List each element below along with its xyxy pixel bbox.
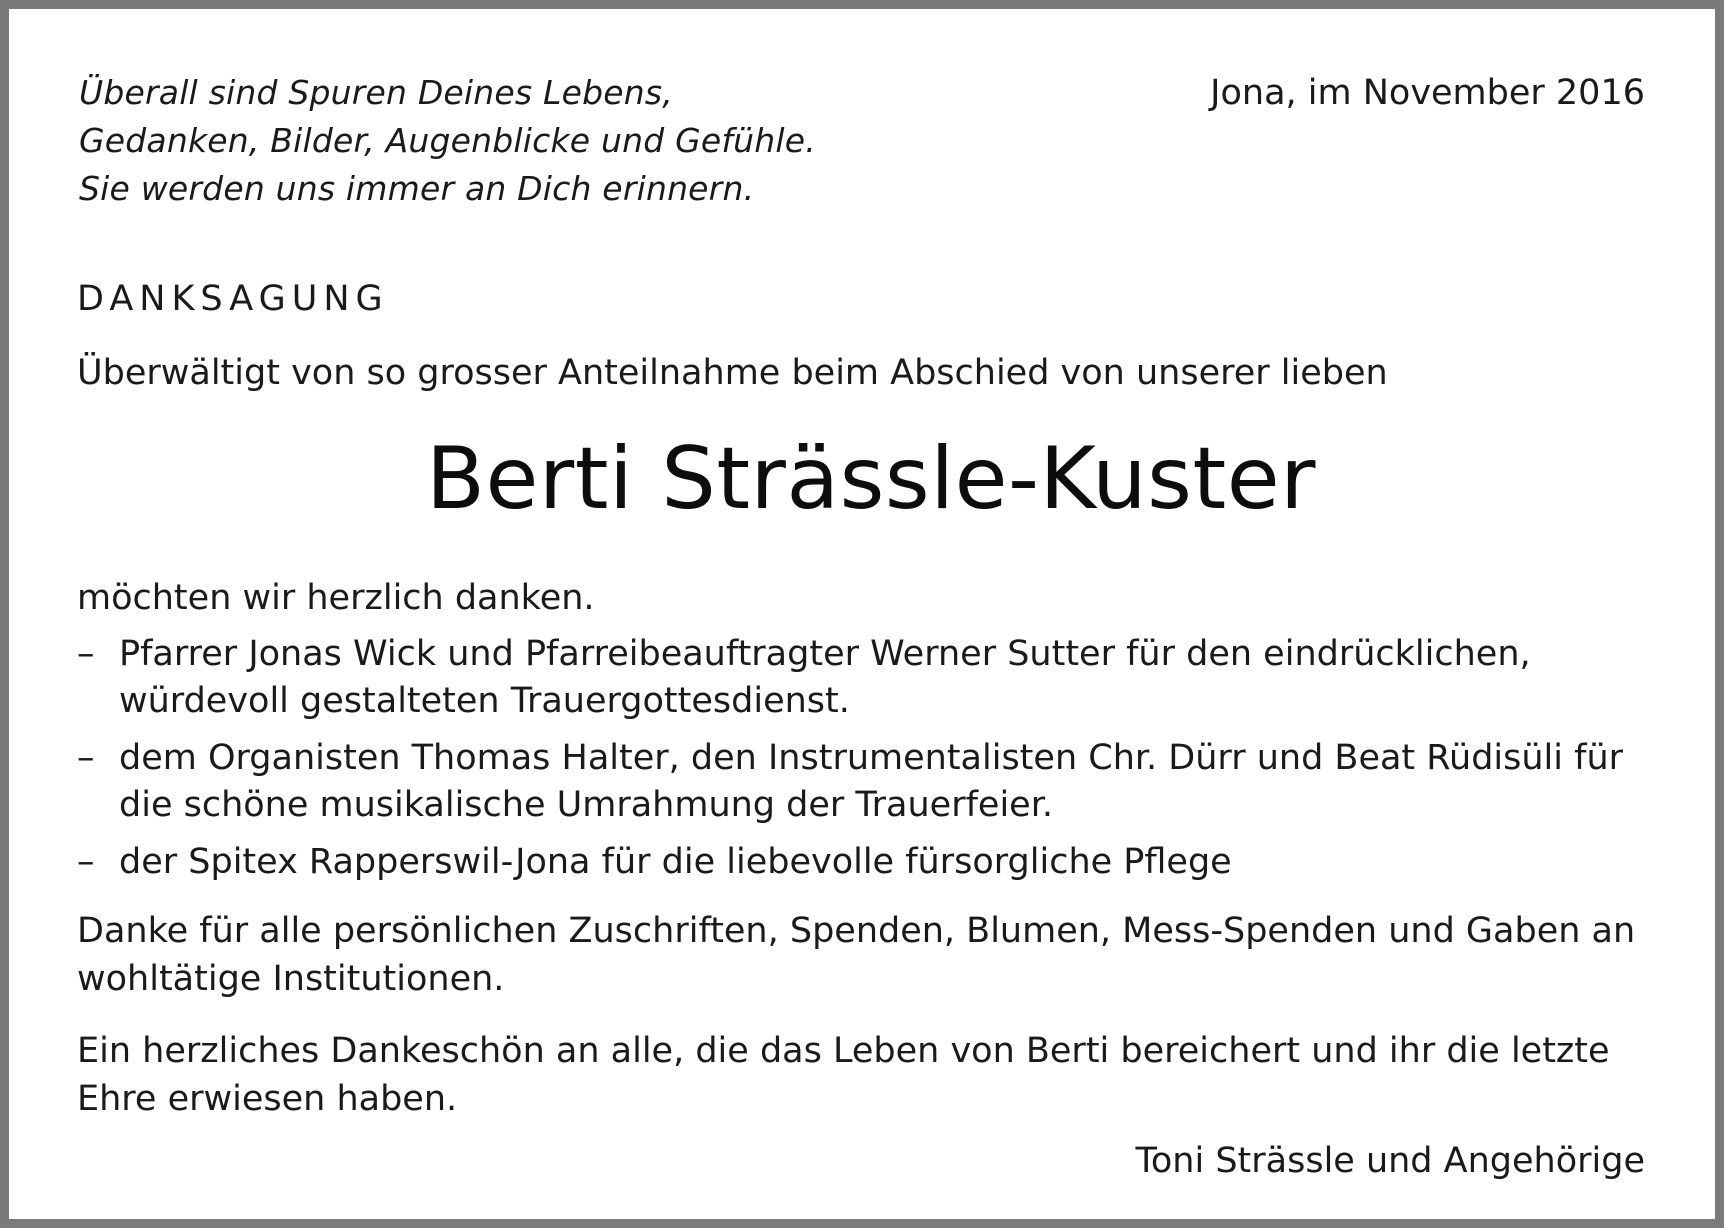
dash-bullet: – <box>77 842 95 882</box>
list-item-line: dem Organisten Thomas Halter, den Instrumentalisten Chr. Dürr und Beat Rüdisüli für <box>119 738 1624 778</box>
list-item <box>77 631 1677 725</box>
dash-bullet: – <box>77 634 95 674</box>
paragraph-line: Ehre erwiesen haben. <box>77 1079 458 1119</box>
paragraph-gifts <box>77 907 1667 1003</box>
heading: DANKSAGUNG <box>77 279 389 319</box>
motto-line: Sie werden uns immer an Dich erinnern. <box>79 169 755 208</box>
list-item <box>77 839 1677 886</box>
thanks-list <box>77 631 1677 896</box>
motto-verse <box>79 69 816 213</box>
list-item-line: würdevoll gestalteten Trauergottesdienst. <box>119 681 850 721</box>
list-item-line: Pfarrer Jonas Wick und Pfarreibeauftragter Werner Sutter für den eindrücklichen, <box>119 634 1531 674</box>
thanks-line: möchten wir herzlich danken. <box>77 578 595 618</box>
place-date: Jona, im November 2016 <box>1210 73 1645 113</box>
paragraph-line: wohltätige Institutionen. <box>77 959 505 999</box>
dash-bullet: – <box>77 738 95 778</box>
motto-line: Gedanken, Bilder, Augenblicke und Gefühle. <box>79 121 816 160</box>
deceased-name: Berti Strässle-Kuster <box>426 429 1316 529</box>
list-item-line: der Spitex Rapperswil-Jona für die liebevolle fürsorgliche Pflege <box>119 842 1232 882</box>
list-item-line: die schöne musikalische Umrahmung der Trauerfeier. <box>119 785 1054 825</box>
paragraph-closing <box>77 1027 1667 1123</box>
paragraph-line: Ein herzliches Dankeschön an alle, die das Leben von Berti bereichert und ihr die letzte <box>77 1031 1610 1071</box>
motto-line: Überall sind Spuren Deines Lebens, <box>79 73 673 112</box>
list-item <box>77 735 1677 829</box>
signature: Toni Strässle und Angehörige <box>1135 1141 1645 1181</box>
intro-line: Überwältigt von so grosser Anteilnahme beim Abschied von unserer lieben <box>77 353 1388 393</box>
paragraph-line: Danke für alle persönlichen Zuschriften, Spenden, Blumen, Mess-Spenden und Gaben an <box>77 911 1636 951</box>
